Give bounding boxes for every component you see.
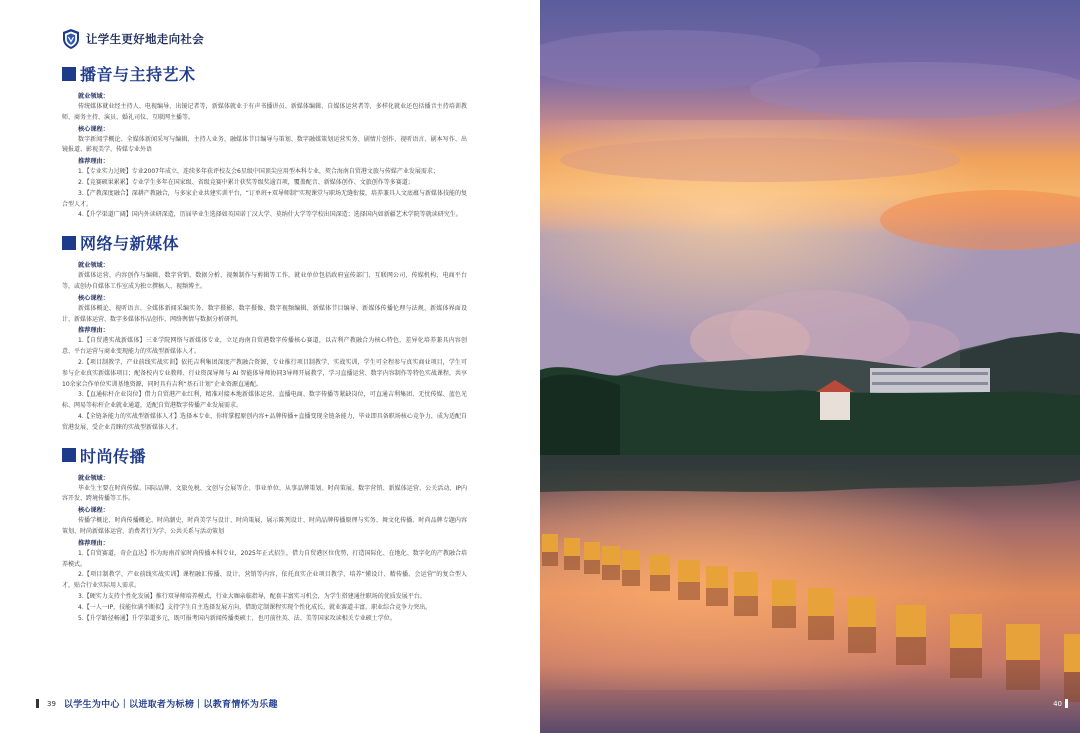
section-new-media [62, 231, 467, 433]
section-square-icon [62, 448, 76, 462]
reasons-label: 推荐理由： [78, 539, 109, 547]
reason-item: 2.【项目制教学，产业前线实战实训】课程融汇传播、设计、营销等内容，依托真实企业项目教学，培养“懂设计、精传播、会运营”的复合型人才，贴合行业实际用人需求。 [62, 571, 467, 590]
header-title: 让学生更好地走向社会 [86, 32, 204, 46]
section-title: 网络与新媒体 [80, 234, 180, 254]
section-broadcasting [62, 62, 467, 221]
reasons-label: 推荐理由： [78, 327, 109, 335]
left-page-number: 39 [47, 699, 56, 708]
courses-label: 核心课程： [78, 294, 109, 302]
courses-text: 数字新闻学概论、全媒体新闻采写与编辑、主持人业务、融媒体节目编导与策划、数字融媒策划运营实务、剧情片创作、视听语言、剧本写作、出镜报道、影视美学、传媒专业外语 [62, 135, 467, 154]
reason-item: 5.【升学路径畅通】升学渠道多元，既可报考国内新闻传播类硕士，也可前往英、法、美等国家攻读相关专业硕士学位。 [78, 614, 396, 622]
section-title: 时尚传播 [80, 446, 147, 466]
right-page [540, 0, 1080, 733]
reason-item: 4.【升学渠道广阔】国内外读研深造，历届毕业生选择如英国诺丁汉大学、莫纳什大学等学校出国深造；选择国内如新疆艺术学院等就读研究生。 [78, 211, 462, 219]
university-shield-logo-icon [62, 28, 80, 50]
reason-item: 4.【全链条能力的实战型新媒体人才】选择本专业，你将掌握原创内容+品牌传播+直播变现全链条能力，毕业即具备职场核心竞争力，成为适配自贸港发展、受企业青睐的实战型新媒体人才。 [62, 412, 467, 431]
section-title-row [62, 62, 467, 85]
section-fashion-communication [62, 444, 467, 625]
reasons-label: 推荐理由： [78, 158, 109, 166]
right-page-number-group [1053, 699, 1068, 708]
page-marker-bar [1065, 699, 1068, 708]
page-marker-bar [36, 699, 39, 708]
content-area [62, 62, 467, 634]
reason-item: 3.【直通标杆企业岗位】借力自贸港产业红利，精准对接本地新媒体运营、直播电商、数字传播等紧缺岗位，可直通吉利集团、无忧传媒、蓝色光标、网易等标杆企业就业通道，适配自贸港数字传播产业发展需求。 [62, 391, 467, 410]
page-header [62, 28, 204, 50]
employment-label: 就业领域： [78, 93, 109, 100]
courses-label: 核心课程： [78, 125, 109, 133]
reason-item: 1.【自贸赛道，奇企直达】作为海南首家时尚传播本科专业，2025年正式招生，借力自贸港区位优势，打造国际化、在地化、数字化的产教融合培养模式。 [62, 549, 467, 568]
employment-text: 传统媒体就业经主持人、电视编导、出镜记者等，新媒体就业于有声书播讲员、新媒体编辑、自媒体运营者等，多样化就业还包括播音主持培训教师、商务主持、演员、婚礼司仪、互联网主播等。 [62, 103, 467, 121]
reason-item: 3.【硬实力支持个性化发展】推行双导师培养模式，行业大咖亲临指导，配套丰富实习机会，为学生搭建通往职场的优质发展平台。 [78, 592, 426, 600]
employment-label: 就业领域： [78, 262, 109, 270]
courses-text: 新媒体概论、视听语言、全媒体新闻采编实务、数字摄影、数字摄像、数字视频编辑、新媒体节目编导、新媒体传播伦理与法规、新媒体界面设计、新媒体运营、数字多媒体作品创作、网络舆情与数据分析研判。 [62, 304, 467, 323]
employment-label: 就业领域： [78, 474, 109, 482]
employment-text: 毕业生主要在时尚传媒、国际品牌、文旅免税、文创与会展等企、事业单位，从事品牌策划、时尚策展、数字营销、新媒体运营、公关活动、IP内容开发、跨境传播等工作。 [62, 484, 467, 503]
section-title: 播音与主持艺术 [80, 65, 196, 84]
footer-slogan: 以学生为中心｜以进取者为标榜｜以教育情怀为乐趣 [63, 700, 278, 710]
reason-item: 4.【一人一IP，技能位满不断拟】支持学生自主选择发展方向，借助定制课程实现个性化成长，就业赛道丰富，职业综合竞争力突出。 [78, 603, 432, 611]
employment-text: 新媒体运营、内容创作与编辑、数字营销、数据分析、视频制作与剪辑等工作，就业单位包括政府宣传部门、互联网公司、传媒机构、电商平台等，或创办自媒体工作室成为独立撰稿人、视频博主。 [62, 272, 467, 290]
reason-item: 2.【项目制教学，产业前线实战实训】依托吉利集团深度产教融合资源，专业推行项目制教学、实战实训，学生可全程参与真实商业项目，学生可参与企业真实新媒体项目；配备校内专业教师、行业资深导师与 AI 智能体导师协同3导师开展教学，学习直播运营、数字内容制作等特色实战课程，共享10余家合作单位实训基地资源，同时具有吉利“基石计划”企业资源直通配。 [62, 358, 467, 388]
section-title-row [62, 231, 467, 254]
sunset-lake-photo [540, 0, 1080, 733]
reason-item: 1.【专业实力过硬】专业2007年成立，连续多年获评校友会6星级中国顶尖应用型本科专业，契合海南自贸港文旅与传媒产业发展需求； [78, 168, 439, 176]
section-square-icon [62, 236, 76, 250]
section-title-row [62, 444, 467, 467]
courses-label: 核心课程： [78, 507, 109, 515]
reason-item: 1.【自贸港实战新媒体】三亚学院网络与新媒体专业，立足海南自贸港数字传播核心赛道，以吉利产教融合为核心特色，差异化培养兼具内容创意、平台运营与商业变现能力的实战型新媒体人才。 [62, 337, 467, 356]
section-square-icon [62, 67, 76, 81]
reason-item: 2.【竞赛硕果累累】专业学生多年在国家级、省级竞赛中累计获奖等级奖逾百项，覆盖配音、新媒体创作、文旅创作等多赛道； [78, 178, 414, 186]
page-footer [36, 697, 278, 710]
courses-text: 传播学概论、时尚传播概论、时尚潮史、时尚美学与设计、时尚策展、展示陈列设计、时尚品牌传播原理与实务、舞文化传播、时尚品牌专题内容策划、时尚新媒体运营、消费者行为学、公共关系与活动策划 [62, 517, 467, 535]
right-page-number: 40 [1053, 699, 1062, 708]
reason-item: 3.【产教深度融合】深耕产教融合，与多家企业共建实训平台，“订单班+双导师制”实现课堂与职场无缝衔接，培养兼具人文底蕴与新媒体技能的复合型人才。 [62, 189, 467, 208]
